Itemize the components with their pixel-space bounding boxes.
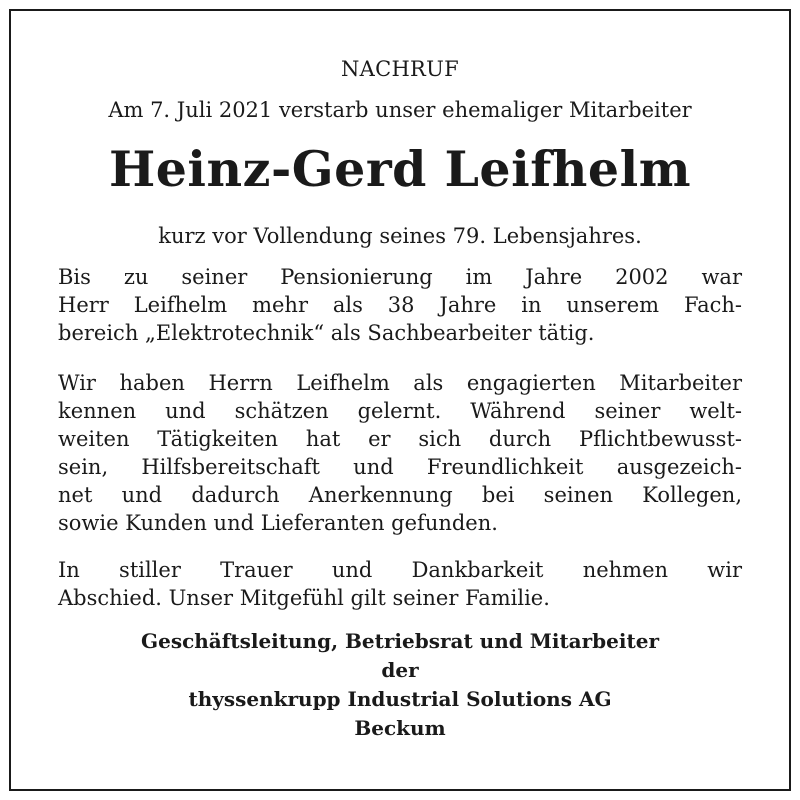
paragraph-tribute [58, 369, 742, 537]
text-line: weiten Tätigkeiten hat er sich durch Pflichtbewusst- [58, 427, 742, 451]
text-line: In stiller Trauer und Dankbarkeit nehmen wir [58, 558, 742, 582]
paragraph-career [58, 263, 742, 347]
text-line: sein, Hilfsbereitschaft und Freundlichkeit ausgezeich- [58, 455, 742, 479]
signature-block [58, 627, 742, 743]
obituary-heading: NACHRUF [340, 57, 460, 81]
text-line: Bis zu seiner Pensionierung im Jahre 2002 war [58, 265, 742, 289]
signature-line: Beckum [354, 716, 446, 740]
text-line: Herr Leifhelm mehr als 38 Jahre in unserem Fach- [58, 293, 742, 317]
text-line: sowie Kunden und Lieferanten gefunden. [58, 511, 498, 535]
text-line: Abschied. Unser Mitgefühl gilt seiner Familie. [58, 586, 550, 610]
signature-line: Geschäftsleitung, Betriebsrat und Mitarbeiter [141, 629, 659, 653]
signature-line: thyssenkrupp Industrial Solutions AG [188, 687, 612, 711]
text-line: net und dadurch Anerkennung bei seinen Kollegen, [58, 483, 742, 507]
text-line: bereich „Elektrotechnik“ als Sachbearbeiter tätig. [58, 321, 595, 345]
deceased-name: Heinz-Gerd Leifhelm [108, 140, 692, 198]
text-line: kennen und schätzen gelernt. Während seiner welt- [58, 399, 742, 423]
intro-line: Am 7. Juli 2021 verstarb unser ehemaliger Mitarbeiter [108, 98, 692, 122]
paragraph-farewell [58, 556, 742, 612]
signature-line: der [381, 658, 419, 682]
text-line: Wir haben Herrn Leifhelm als engagierten Mitarbeiter [58, 371, 742, 395]
age-line: kurz vor Vollendung seines 79. Lebensjahres. [158, 224, 642, 248]
